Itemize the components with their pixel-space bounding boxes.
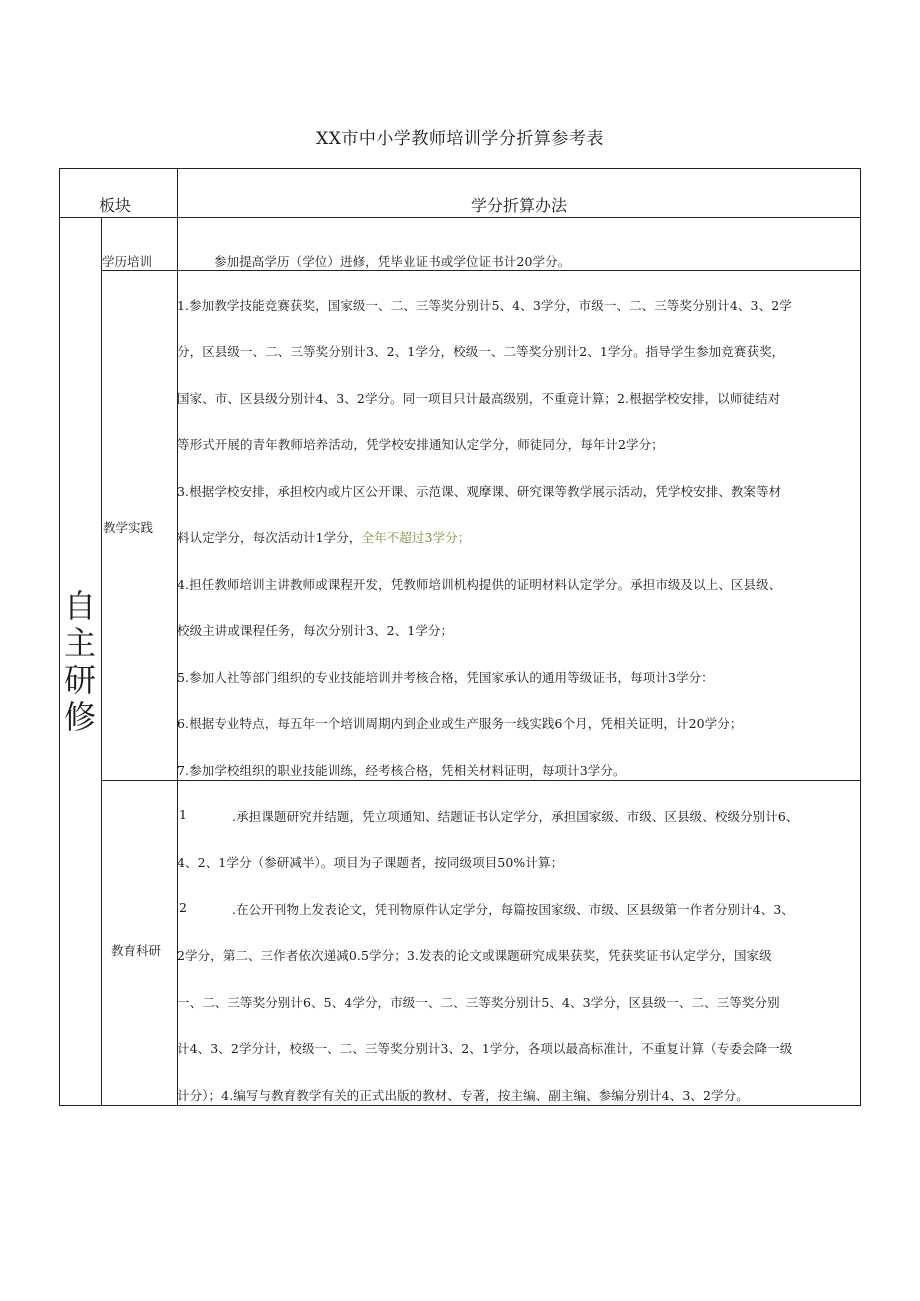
section-label: 自主研修 <box>63 587 96 736</box>
practice-label: 教学实践 <box>103 520 154 535</box>
page-title: XX市中小学教师培训学分折算参考表 <box>316 129 604 149</box>
research-line-3: .在公开刊物上发表论文，凭刊物原件认定学分，每篇按国家级、市级、区县级第一作者分别计4、3、 <box>232 902 794 917</box>
table-bottom-border <box>59 1105 861 1106</box>
degree-label: 学历培训 <box>102 254 153 269</box>
practice-line-10: 6.根据专业特点，每五年一个培训周期内到企业或生产服务一线实践6个月，凭相关证明，计20学分； <box>177 716 743 731</box>
research-line-4: 2学分，第二、三作者依次递减0.5学分；3.发表的论文或课题研究成果获奖，凭获奖证书认定学分，国家级 <box>177 948 772 963</box>
degree-text: 参加提高学历（学位）进修，凭毕业证书或学位证书计20学分。 <box>214 254 571 269</box>
practice-limit-note: 全年不超过3学分； <box>361 530 471 545</box>
practice-line-2: 分，区县级一、二、三等奖分别计3、2、1学分，校级一、二等奖分别计2、1学分。指导学生参加竞赛获奖， <box>177 344 785 359</box>
research-line-5: 一、二、三等奖分别计6、5、4学分，市级一、二、三等奖分别计5、4、3学分，区县级一、二、三等奖分别 <box>177 995 780 1010</box>
table-right-border <box>860 168 861 1105</box>
header-block-label: 板块 <box>99 196 132 215</box>
research-line-7: 计分）；4.编写与教育教学有关的正式出版的教材、专著，按主编、副主编、参编分别计4、3、2学分。 <box>177 1088 749 1103</box>
practice-line-5: 3.根据学校安排，承担校内或片区公开课、示范课、观摩课、研究课等教学展示活动，凭学校安排、教案等材 <box>177 484 782 499</box>
practice-line-4: 等形式开展的青年教师培养活动，凭学校安排通知认定学分，师徒同分，每年计2学分； <box>177 437 664 452</box>
research-line-6: 计4、3、2学分计，校级一、二、三等奖分别计3、2、1学分，各项以最高标准计，不重复计算（专委会降一级 <box>177 1041 793 1056</box>
practice-line-9: 5.参加人社等部门组织的专业技能培训并考核合格，凭国家承认的通用等级证书，每项计3学分： <box>177 670 714 685</box>
practice-line-7: 4.担任教师培训主讲教师或课程开发，凭教师培训机构提供的证明材料认定学分。承担市级及以上、区县级、 <box>177 577 782 592</box>
research-line-1: .承担课题研究并结题，凭立项通知、结题证书认定学分，承担国家级、市级、区县级、校级分别计6、 <box>232 809 799 824</box>
header-method-label: 学分折算办法 <box>470 196 567 215</box>
research-item-number-2: 2 <box>179 900 188 915</box>
practice-line-6 <box>177 528 470 546</box>
practice-line-6-text: 料认定学分，每次活动计1学分， <box>177 530 362 545</box>
research-line-2: 4、2、1学分（参研减半）。项目为子课题者，按同级项目50%计算； <box>177 855 564 870</box>
practice-line-11: 7.参加学校组织的职业技能训练，经考核合格，凭相关材料证明，每项计3学分。 <box>177 763 626 778</box>
practice-line-1: 1.参加教学技能竞赛获奖，国家级一、二、三等奖分别计5、4、3学分，市级一、二、三等奖分别计4、3、2学 <box>177 298 792 313</box>
practice-line-8: 校级主讲或课程任务，每次分别计3、2、1学分； <box>177 623 454 638</box>
research-item-number-1: 1 <box>179 807 188 822</box>
practice-line-3: 国家、市、区县级分别计4、3、2学分。同一项目只计最高级别，不重竟计算；2.根据学校安排，以师徒结对 <box>177 391 781 406</box>
research-label: 教育科研 <box>111 943 162 958</box>
